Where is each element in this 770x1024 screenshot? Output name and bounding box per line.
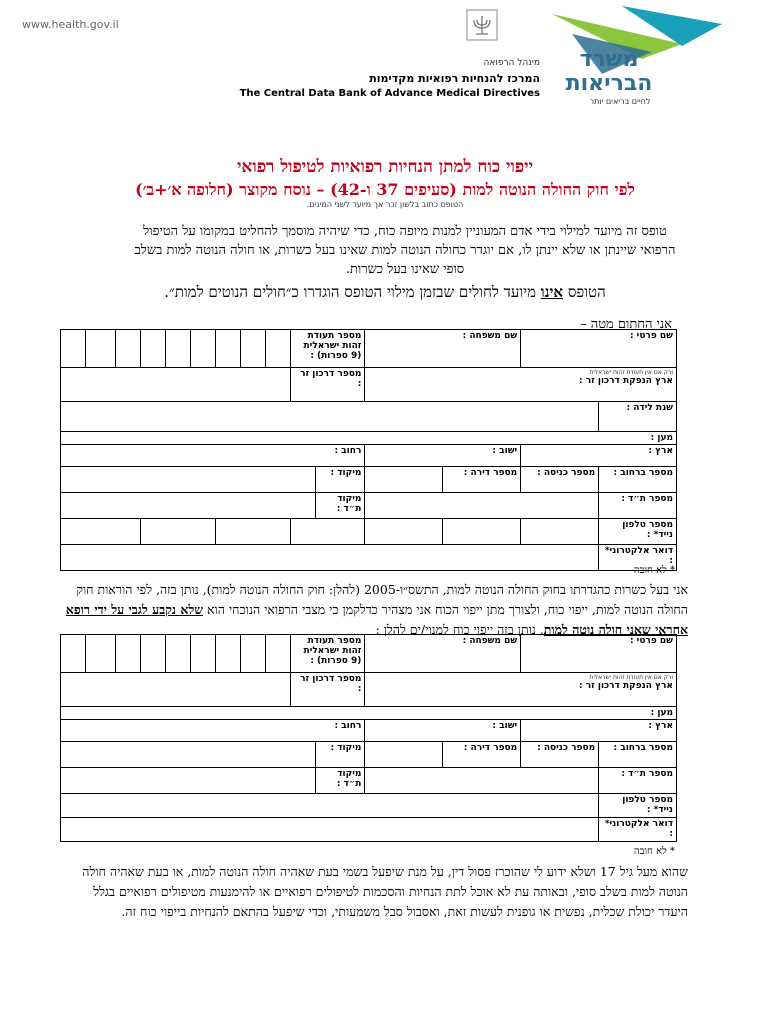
house-number-field[interactable]: מספר ברחוב : bbox=[599, 467, 677, 493]
city-field[interactable]: ישוב : bbox=[365, 445, 521, 467]
id-digit-box[interactable] bbox=[116, 330, 141, 368]
phone-digit-box[interactable] bbox=[365, 519, 443, 545]
id-label: מספר תעודת זהות ישראלית (9 ספרות) : bbox=[290, 330, 365, 368]
proxy-zip-label: מיקוד : bbox=[315, 742, 365, 768]
proxy-mobile-label: מספר טלפון נייד* : bbox=[599, 794, 677, 818]
proxy-entrance-field[interactable]: מספר כניסה : bbox=[521, 742, 599, 768]
logo-tagline: לחיים בריאים יותר bbox=[589, 97, 651, 106]
country-field[interactable]: ארץ : bbox=[521, 445, 677, 467]
proxy-id-digit-box[interactable] bbox=[116, 635, 141, 673]
proxy-id-digit-box[interactable] bbox=[61, 635, 86, 673]
proxy-id-digit-box[interactable] bbox=[86, 635, 116, 673]
id-digit-box[interactable] bbox=[141, 330, 166, 368]
proxy-first-name-field[interactable]: שם פרטי : bbox=[521, 635, 677, 673]
gender-note: הטופס כתוב בלשון זכר אך מיועד לשני המינים. bbox=[306, 200, 464, 209]
principal-details-form bbox=[60, 329, 677, 571]
address-header: מען : bbox=[61, 432, 677, 445]
email-field[interactable] bbox=[61, 545, 599, 571]
phone-digit-box[interactable] bbox=[443, 519, 521, 545]
phone-digit-box[interactable] bbox=[215, 519, 290, 545]
declaration-part-1: אני בעל כשרות כהגדרתו בחוק החולה הנוטה למות, התשס״ו-2005 (להלן: חוק החולה הנוטה למות), נותן בזה, לפי הוראות חוק החולה הנוטה למות, ייפוי כוח, ולצורך מתן ייפוי הכוח אני מצהיר כדלקמן כי מצבי הרפואי הנוכחי הוא bbox=[76, 582, 688, 617]
medical-admin-label: מינהל הרפואה bbox=[483, 58, 540, 68]
intro-paragraph: טופס זה מיועד למילוי בידי אדם המעוניין למנות מיופה כוח, כדי שיהיה מוסמך להחליט במקומו על הטיפול הרפואי שיינתן או שלא יינתן לו, אם יוגדר כחולה הנוטה למות שאינו בעל כשרות, או חולה הנוטה למות בשלב סופי שאינו בעל כשרות. bbox=[134, 224, 676, 277]
first-name-field[interactable]: שם פרטי : bbox=[521, 330, 677, 368]
street-field[interactable]: רחוב : bbox=[61, 445, 365, 467]
spacer bbox=[365, 742, 443, 768]
proxy-house-number-field[interactable]: מספר ברחוב : bbox=[599, 742, 677, 768]
passport-label: מספר דרכון זר : bbox=[290, 368, 365, 402]
proxy-passport-label: מספר דרכון זר : bbox=[290, 673, 365, 707]
proxy-city-field[interactable]: ישוב : bbox=[365, 720, 521, 742]
proxy-issuing-country-field[interactable]: ורק אם אין תעודת זהות ישראלית ארץ הנפקת דרכון זר : bbox=[365, 673, 677, 707]
declaration-emphasis: שלא נקבע לגבי על ידי רופא אחראי שאני חולה נוטה למות bbox=[65, 602, 688, 637]
proxy-id-digit-box[interactable] bbox=[190, 635, 215, 673]
proxy-id-digit-box[interactable] bbox=[141, 635, 166, 673]
proxy-id-digit-box[interactable] bbox=[215, 635, 240, 673]
not-for-emphasis: אינו bbox=[540, 283, 564, 301]
optional-note-2: * לא חובה bbox=[633, 846, 675, 857]
proxy-country-field[interactable]: ארץ : bbox=[521, 720, 677, 742]
phone-digit-box[interactable] bbox=[521, 519, 599, 545]
proxy-zip-field[interactable] bbox=[61, 742, 316, 768]
center-name-english: The Central Data Bank of Advance Medical Directives bbox=[239, 88, 540, 99]
proxy-address-header: מען : bbox=[61, 707, 677, 720]
apartment-field[interactable]: מספר דירה : bbox=[443, 467, 521, 493]
proxy-po-zip-field[interactable] bbox=[61, 768, 316, 794]
po-box-value[interactable] bbox=[365, 493, 599, 519]
proxy-last-name-field[interactable]: שם משפחה : bbox=[365, 635, 521, 673]
proxy-id-digit-box[interactable] bbox=[265, 635, 290, 673]
proxy-po-box-value[interactable] bbox=[365, 768, 599, 794]
center-name-hebrew: המרכז להנחיות רפואיות מקדימות bbox=[369, 72, 540, 85]
proxy-apartment-field[interactable]: מספר דירה : bbox=[443, 742, 521, 768]
issuing-country-field[interactable]: ורק אם אין תעודת זהות ישראלית ארץ הנפקת דרכון זר : bbox=[365, 368, 677, 402]
zip-field[interactable] bbox=[61, 467, 316, 493]
not-for-notice bbox=[150, 282, 620, 303]
id-digit-box[interactable] bbox=[265, 330, 290, 368]
declaration-part-2: , נותן בזה ייפוי כוח למנוי/ים להלן : bbox=[375, 622, 544, 637]
po-zip-label: מיקוד ת״ד : bbox=[315, 493, 365, 519]
form-subtitle: לפי חוק החולה הנוטה למות (סעיפים 37 ו-42) – נוסח מקוצר (חלופה א׳+ב׳) bbox=[135, 180, 635, 199]
email-label: דואר אלקטרוני* : bbox=[599, 545, 677, 571]
entrance-field[interactable]: מספר כניסה : bbox=[521, 467, 599, 493]
id-digit-box[interactable] bbox=[215, 330, 240, 368]
phone-digit-box[interactable] bbox=[61, 519, 141, 545]
proxy-id-digit-box[interactable] bbox=[240, 635, 265, 673]
proxy-mobile-field[interactable] bbox=[61, 794, 599, 818]
phone-digit-box[interactable] bbox=[290, 519, 365, 545]
id-digit-box[interactable] bbox=[190, 330, 215, 368]
proxy-po-zip-label: מיקוד ת״ד : bbox=[315, 768, 365, 794]
proxy-email-label: דואר אלקטרוני* : bbox=[599, 818, 677, 842]
form-title: ייפוי כוח למתן הנחיות רפואיות לטיפול רפואי bbox=[236, 157, 534, 177]
mobile-label: מספר טלפון נייד* : bbox=[599, 519, 677, 545]
proxy-id-digit-box[interactable] bbox=[165, 635, 190, 673]
last-name-field[interactable]: שם משפחה : bbox=[365, 330, 521, 368]
proxy-passport-field[interactable] bbox=[61, 673, 291, 707]
proxy-id-label: מספר תעודת זהות ישראלית (9 ספרות) : bbox=[290, 635, 365, 673]
signed-below-label: אני החתום מטה – bbox=[580, 317, 672, 332]
po-zip-field[interactable] bbox=[61, 493, 316, 519]
proxy-details-form bbox=[60, 634, 677, 842]
website-url: www.health.gov.il bbox=[22, 18, 119, 31]
menorah-emblem-icon bbox=[464, 8, 500, 42]
spacer bbox=[365, 467, 443, 493]
zip-label: מיקוד : bbox=[315, 467, 365, 493]
optional-note-1: * לא חובה bbox=[633, 565, 675, 576]
closing-paragraph: שהוא מעל גיל 17 ושלא ידוע לי שהוכרז פסול דין, על מנת שיפעל בשמי בעת שאהיה חולה הנוטה למות, או בעת שאהיה חולה הנוטה למות בשלב סופי, ובאותה עת לא אוכל לתת הנחיות והסכמות לטיפולים רפואיים או להימנעות מטיפולים רפואיים בגלל היעדר יכולת שכלית, נפשית או גופנית לעשות זאת, ואסבול סבל משמעותי, וכדי שיפעל בהתאם להנחיות בייפוי כוח זה. bbox=[82, 864, 688, 919]
proxy-po-box-field[interactable]: מספר ת״ד : bbox=[599, 768, 677, 794]
id-digit-box[interactable] bbox=[86, 330, 116, 368]
phone-digit-box[interactable] bbox=[141, 519, 216, 545]
po-box-field[interactable]: מספר ת״ד : bbox=[599, 493, 677, 519]
proxy-street-field[interactable]: רחוב : bbox=[61, 720, 365, 742]
not-for-pre: הטופס bbox=[563, 283, 606, 301]
birth-year-label: שנת לידה : bbox=[599, 402, 677, 432]
logo-line-2: הבריאות bbox=[565, 71, 653, 96]
id-digit-box[interactable] bbox=[240, 330, 265, 368]
passport-field[interactable] bbox=[61, 368, 291, 402]
proxy-email-field[interactable] bbox=[61, 818, 599, 842]
not-for-post: מיועד לחולים שבזמן מילוי הטופס הוגדרו כ״חולים הנוטים למות״. bbox=[164, 283, 541, 301]
id-digit-box[interactable] bbox=[165, 330, 190, 368]
declaration-paragraph bbox=[58, 580, 688, 640]
birth-year-field[interactable] bbox=[61, 402, 599, 432]
id-digit-box[interactable] bbox=[61, 330, 86, 368]
logo-line-1: משרד bbox=[579, 47, 639, 72]
